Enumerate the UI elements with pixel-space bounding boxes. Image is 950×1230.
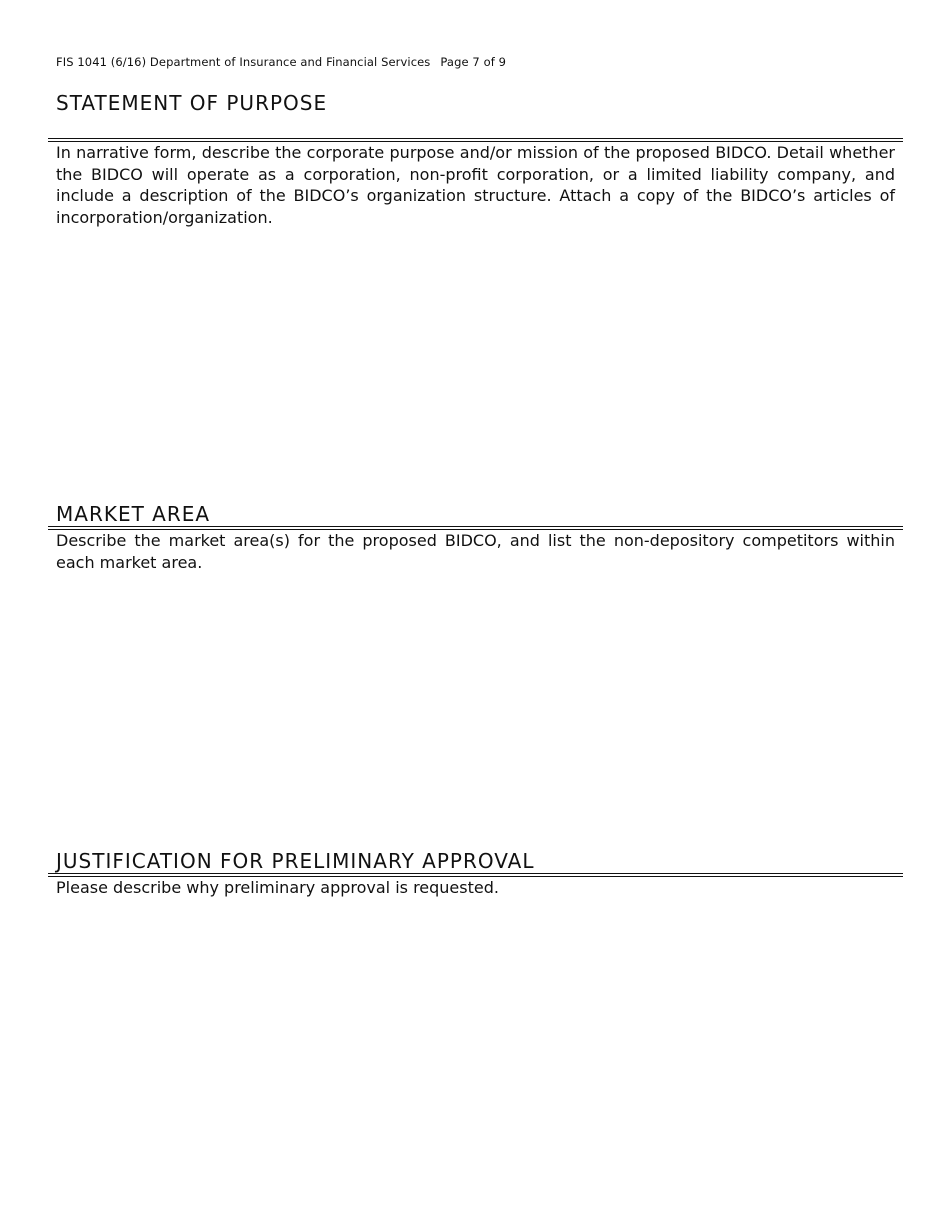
section-instructions: Please describe why preliminary approval is requested.	[56, 878, 499, 897]
section-instructions: In narrative form, describe the corporate purpose and/or mission of the proposed BIDCO. Detail whether the BIDCO will operate as a corporation, non-profit corporation, or a limited liability company, and include a description of the BIDCO’s organization structure. Attach a copy of the BIDCO’s articles of incorporation/organization.	[56, 143, 895, 227]
market-area-section	[48, 502, 903, 573]
section-title: JUSTIFICATION FOR PRELIMINARY APPROVAL	[56, 849, 535, 873]
page-number: Page 7 of 9	[440, 55, 507, 69]
section-instructions: Describe the market area(s) for the proposed BIDCO, and list the non-depository competitors within each market area.	[56, 531, 895, 572]
page-header	[56, 55, 506, 69]
statement-of-purpose-section	[48, 91, 903, 228]
section-title: STATEMENT OF PURPOSE	[56, 91, 328, 115]
form-info: FIS 1041 (6/16) Department of Insurance and Financial Services	[56, 55, 431, 69]
section-title: MARKET AREA	[56, 502, 211, 526]
justification-section	[48, 849, 903, 899]
